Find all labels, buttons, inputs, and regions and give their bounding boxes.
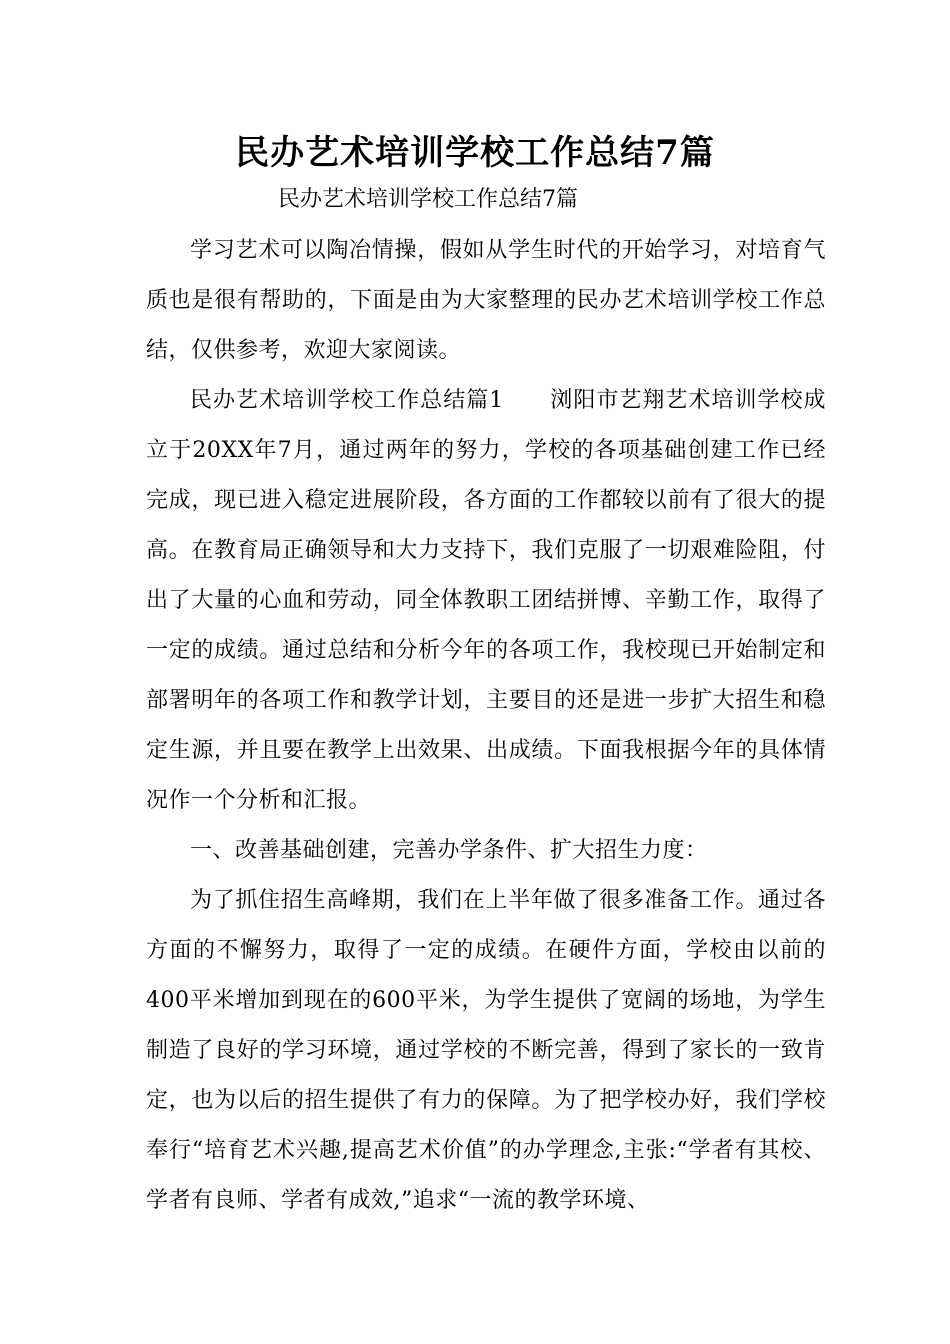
body-paragraph: 为了抓住招生高峰期，我们在上半年做了很多准备工作。通过各方面的不懈努力，取得了一定的成绩。在硬件方面，学校由以前的400平米增加到现在的600平米，为学生提供了宽阔的场地，为学生制造了良好的学习环境，通过学校的不断完善，得到了家长的一致肯定，也为以后的招生提供了有力的保障。为了把学校办好，我们学校奉行“培育艺术兴趣,提高艺术价值”的办学理念,主张:“学者有其校、学者有良师、学者有成效,”追求“一流的教学环境、 bbox=[146, 888, 826, 1213]
document-title: 民办艺术培训学校工作总结7篇 bbox=[235, 133, 715, 173]
document-subtitle: 民办艺术培训学校工作总结7篇 bbox=[278, 187, 578, 212]
document-body bbox=[146, 226, 826, 1226]
section-1-paragraph: 民办艺术培训学校工作总结篇1 浏阳市艺翔艺术培训学校成立于20XX年7月，通过两年的努力，学校的各项基础创建工作已经完成，现已进入稳定进展阶段，各方面的工作都较以前有了很大的提高。在教育局正确领导和大力支持下，我们克服了一切艰难险阻，付出了大量的心血和劳动，同全体教职工团结拼博、辛勤工作，取得了一定的成绩。通过总结和分析今年的各项工作，我校现已开始制定和部署明年的各项工作和教学计划，主要目的还是进一步扩大招生和稳定生源，并且要在教学上出效果、出成绩。下面我根据今年的具体情况作一个分析和汇报。 bbox=[146, 388, 826, 813]
intro-paragraph: 学习艺术可以陶冶情操，假如从学生时代的开始学习，对培育气质也是很有帮助的，下面是由为大家整理的民办艺术培训学校工作总结，仅供参考，欢迎大家阅读。 bbox=[146, 238, 826, 363]
heading-paragraph: 一、改善基础创建，完善办学条件、扩大招生力度： bbox=[190, 838, 708, 863]
